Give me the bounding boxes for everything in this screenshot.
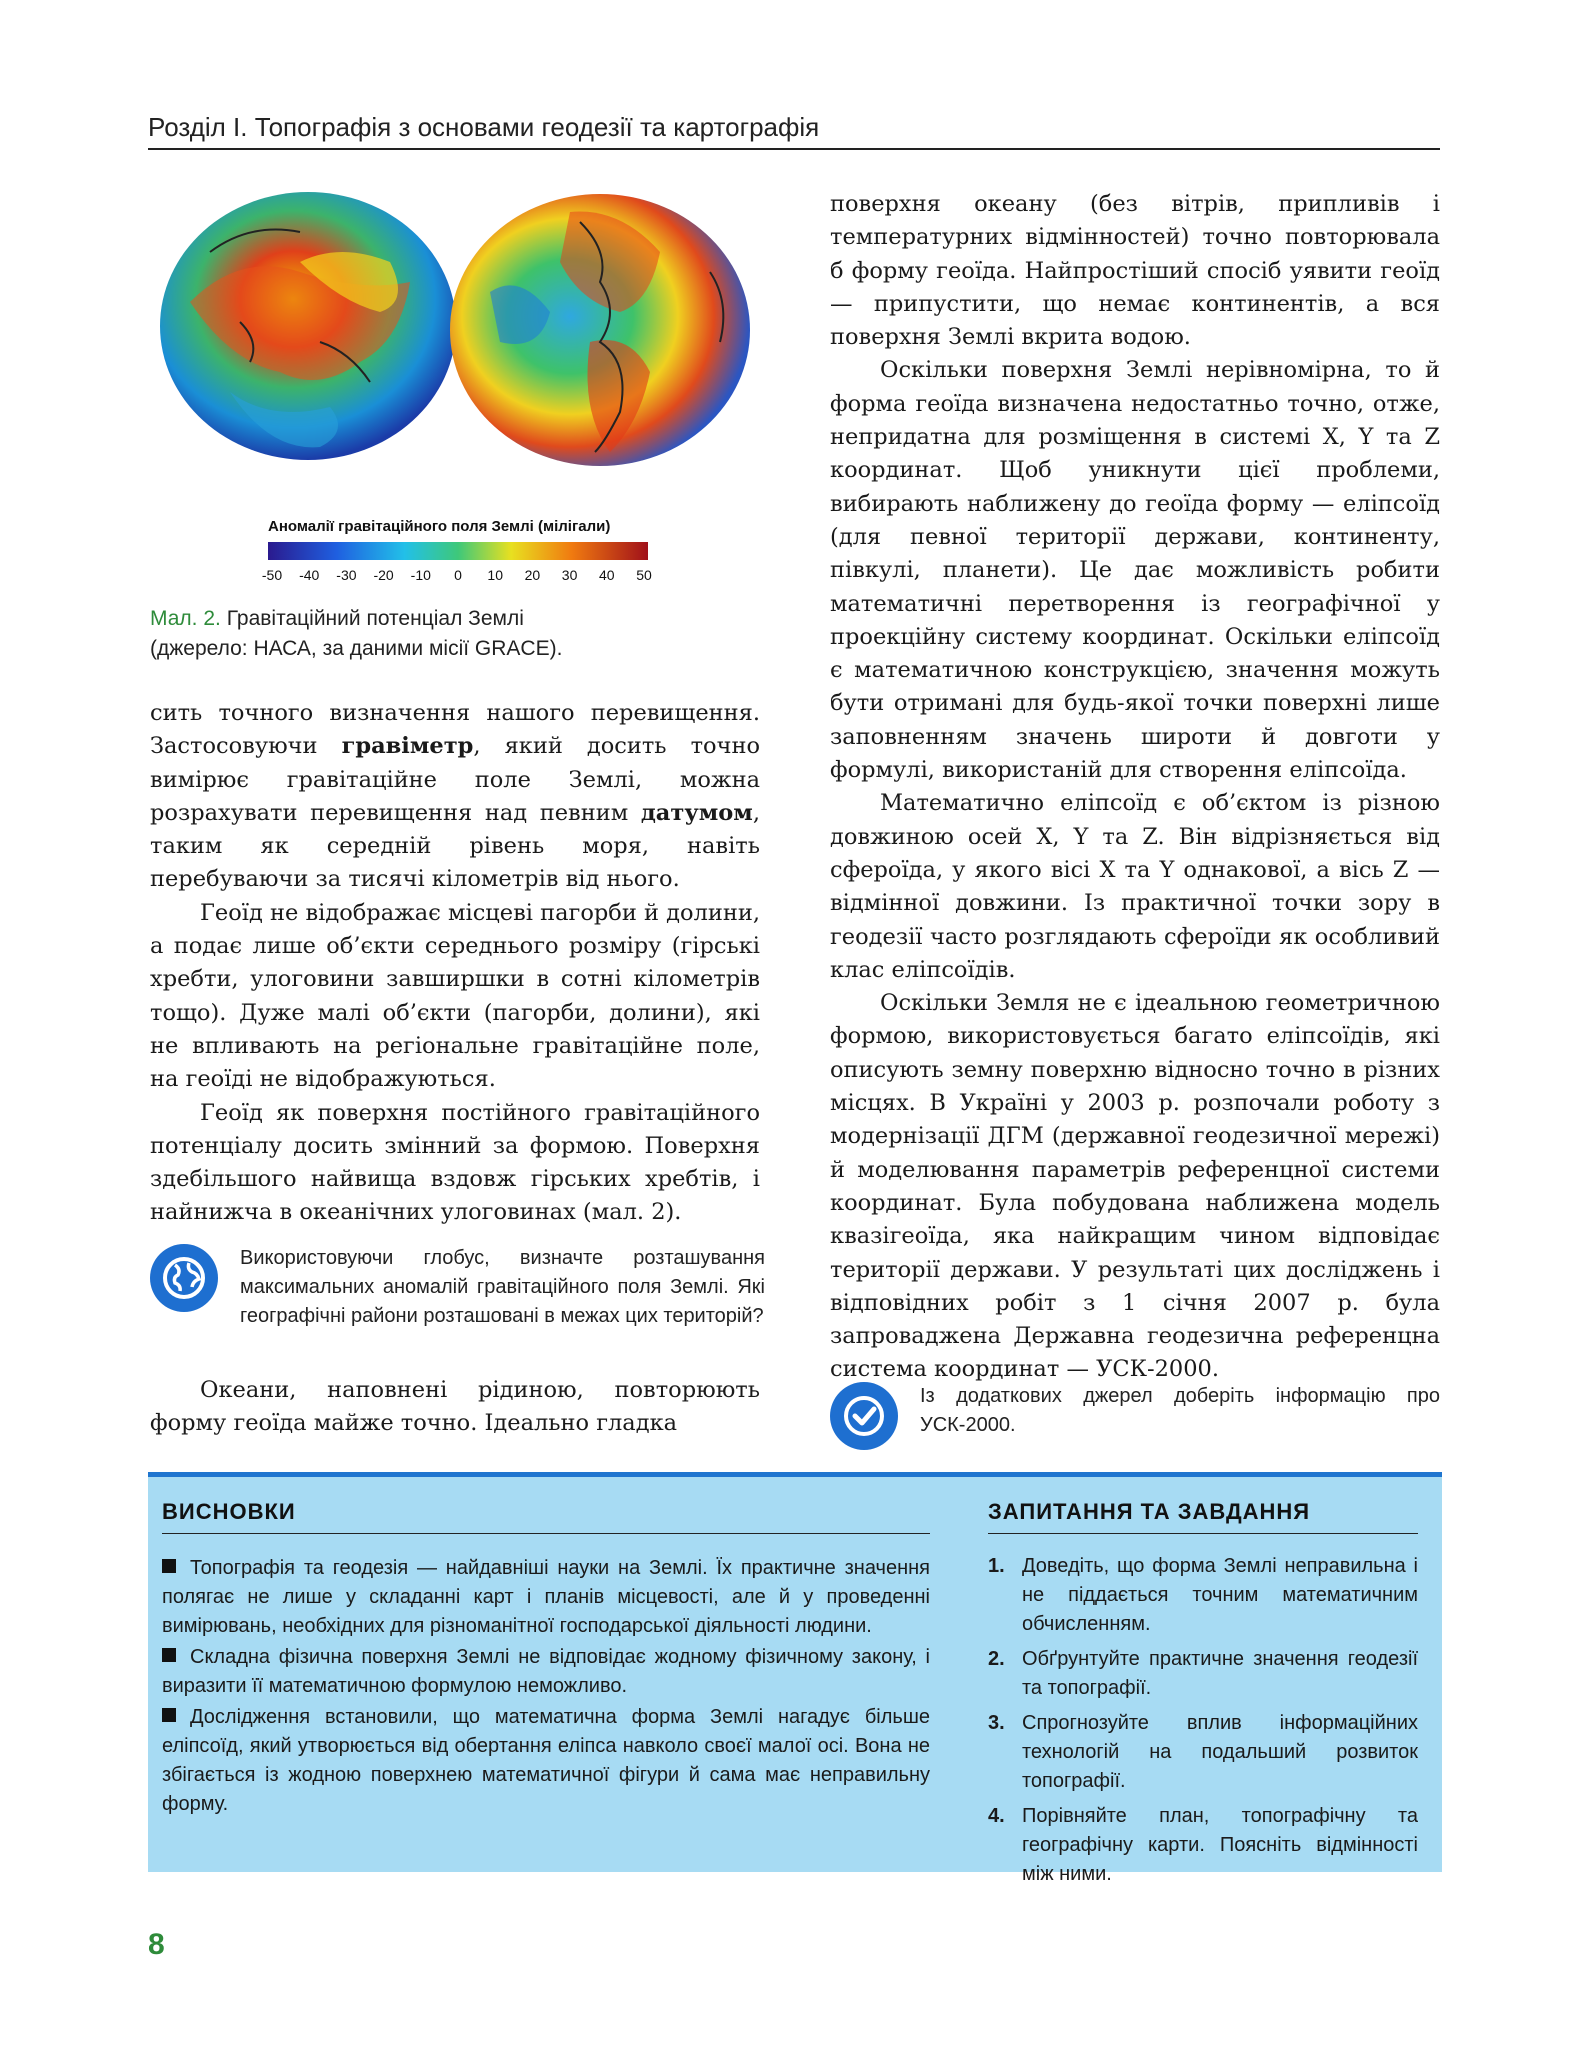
- right-paragraph-3: Математично еліпсоїд є об’єктом із різною довжиною осей X, Y та Z. Він відрізняється від сфероїда, у якого вісі X та Y однакової, а вісь Z — відмінної довжини. Із практичної точки зору в геодезії часто розглядають сфероїди як особливий клас еліпсоїдів.: [830, 790, 1440, 983]
- questions-list: [988, 1552, 1418, 1889]
- conclusions-title: ВИСНОВКИ: [162, 1499, 930, 1534]
- globe-right: [450, 194, 750, 466]
- question-item: 2. Обґрунтуйте практичне значення геодезії та топографії.: [988, 1648, 1418, 1699]
- question-item: 4. Порівняйте план, топографічну та географічну карти. Поясніть відмінності між ними.: [988, 1805, 1418, 1885]
- conclusions-section: [162, 1499, 930, 1821]
- checkmark-icon: [830, 1382, 898, 1450]
- left-paragraph-1: сить точного визначення нашого перевищення. Застосовуючи гравіметр, який досить точно вимірює гравітаційне поле Землі, можна розрахувати перевищення над певним датумом, таким як середній рівень моря, навіть перебуваючи за тисячі кілометрів від нього.: [150, 700, 760, 893]
- questions-title: ЗАПИТАННЯ ТА ЗАВДАННЯ: [988, 1499, 1418, 1534]
- legend-tick-label: 50: [636, 567, 652, 583]
- bullet-square-icon: [162, 1708, 176, 1722]
- conclusion-item: Дослідження встановили, що математична форма Землі нагадує більше еліпсоїд, який утворюється від обертання еліпса навколо своєї малої осі. Вона не збігається із жодною поверхнею математичної фігури й сама має неправильну форму.: [162, 1706, 930, 1815]
- summary-box: [148, 1472, 1442, 1885]
- right-paragraph-2: Оскільки поверхня Землі нерівномірна, то й форма геоїда визначена недостатньо точно, отже, непридатна для розміщення в системі X, Y та Z координат. Щоб уникнути цієї проблеми, вибирають наближену до геоїда форму — еліпсоїд (для певної території держави, континенту, півкулі, планети). Це дає можливість робити математичні перетворення із географічної у проекційну систему координат. Оскільки еліпсоїд є математичною конструкцією, значення можуть бути отримані для будь-якої точки поверхні лише заповненням значень широти й довготи у формулі, використаній для створення еліпсоїда.: [830, 357, 1440, 784]
- figure-caption: [150, 604, 770, 664]
- bullet-square-icon: [162, 1648, 176, 1662]
- task-globe-text: Використовуючи глобус, визначте розташування максимальних аномалій гравітаційного поля Землі. Які географічні райони розташовані в межах цих територій?: [240, 1247, 765, 1327]
- caption-label: Мал. 2.: [150, 607, 221, 630]
- caption-source: (джерело: НАСА, за даними місії GRACE).: [150, 637, 563, 660]
- legend-tick-label: 30: [561, 567, 578, 583]
- right-paragraph-1: поверхня океану (без вітрів, припливів і температурних відмінностей) точно повторювала б форму геоїда. Найпростіший спосіб уявити геоїд — припустити, що немає континентів, а вся поверхня Землі вкрита водою.: [830, 191, 1440, 351]
- left-paragraph-3: Геоїд як поверхня постійного гравітаційного потенціалу досить змінний за формою. Поверхня здебільшого найвища вздовж гірських хребтів, і найнижча в океанічних улоговинах (мал. 2).: [150, 1099, 760, 1226]
- legend-tick-label: -50: [261, 567, 283, 583]
- legend-tick-label: 20: [524, 567, 541, 583]
- left-paragraph-4: Океани, наповнені рідиною, повторюють форму геоїда майже точно. Ідеально гладка: [150, 1377, 760, 1437]
- legend-tick-label: 40: [599, 567, 615, 583]
- legend-tick-label: -30: [336, 567, 357, 583]
- legend-tick-label: 0: [454, 567, 462, 583]
- page-header: Розділ I. Топографія з основами геодезії та картографія: [148, 110, 1440, 150]
- left-paragraph-2: Геоїд не відображає місцеві пагорби й долини, а подає лише об’єкти середнього розміру (гірські хребти, улоговини завширшки в сотні кілометрів тощо). Дуже малі об’єкти (пагорби, долини), які не впливають на регіональне гравітаційне поле, на геоїді не відображуються.: [150, 899, 760, 1093]
- term-datum: датумом: [640, 799, 753, 826]
- task-usk: [830, 1382, 1440, 1450]
- color-scale-bar: [268, 542, 648, 560]
- legend-tick-label: 10: [487, 567, 503, 583]
- geoid-globes-image: [150, 192, 760, 588]
- question-item: 1. Доведіть, що форма Землі неправильна і не піддається точним математичним обчисленням.: [988, 1555, 1418, 1635]
- conclusion-item: Складна фізична поверхня Землі не відповідає жодному фізичному закону, і виразити її математичною формулою неможливо.: [162, 1646, 930, 1697]
- caption-text: Гравітаційний потенціал Землі: [220, 607, 524, 630]
- left-column-text: [150, 697, 760, 1230]
- right-column-text: [830, 188, 1440, 1387]
- legend-tick-label: -20: [373, 567, 394, 583]
- questions-section: [988, 1499, 1418, 1895]
- conclusions-list: [162, 1554, 930, 1819]
- legend-title: Аномалії гравітаційного поля Землі (мілігали): [268, 518, 611, 535]
- task-globe: [150, 1244, 765, 1331]
- bullet-square-icon: [162, 1559, 176, 1573]
- left-column-text-2: [150, 1374, 760, 1441]
- page-number: 8: [148, 1928, 165, 1961]
- globe-icon: [150, 1244, 218, 1312]
- task-usk-text: Із додаткових джерел доберіть інформацію про УСК-2000.: [920, 1385, 1440, 1436]
- conclusion-item: Топографія та геодезія — найдавніші науки на Землі. Їх практичне значення полягає не лише у складанні карт і планів місцевості, але й у проведенні вимірювань, необхідних для різноманітної господарської діяльності людини.: [162, 1557, 930, 1637]
- legend-tick-label: -10: [410, 567, 431, 583]
- legend-tick-label: -40: [299, 567, 320, 583]
- geoid-figure: [150, 192, 760, 588]
- legend-ticks: [262, 567, 652, 583]
- right-paragraph-4: Оскільки Земля не є ідеальною геометричною формою, використовується багато еліпсоїдів, які описують земну поверхню відносно точно в різних місцях. В Україні у 2003 р. розпочали роботу з модернізації ДГМ (державної геодезичної мережі) й моделювання параметрів референцної системи координат. Була побудована наближена модель квазігеоїда, яка найкращим чином відповідає території держави. У результаті цих досліджень і відповідних робіт з 1 січня 2007 р. була запроваджена Державна геодезична референцна система координат — УСК-2000.: [830, 990, 1440, 1383]
- question-item: 3. Спрогнозуйте вплив інформаційних технологій на подальший розвиток топографії.: [988, 1712, 1418, 1792]
- term-gravimeter: гравіметр: [341, 733, 474, 760]
- globe-left: [160, 192, 456, 460]
